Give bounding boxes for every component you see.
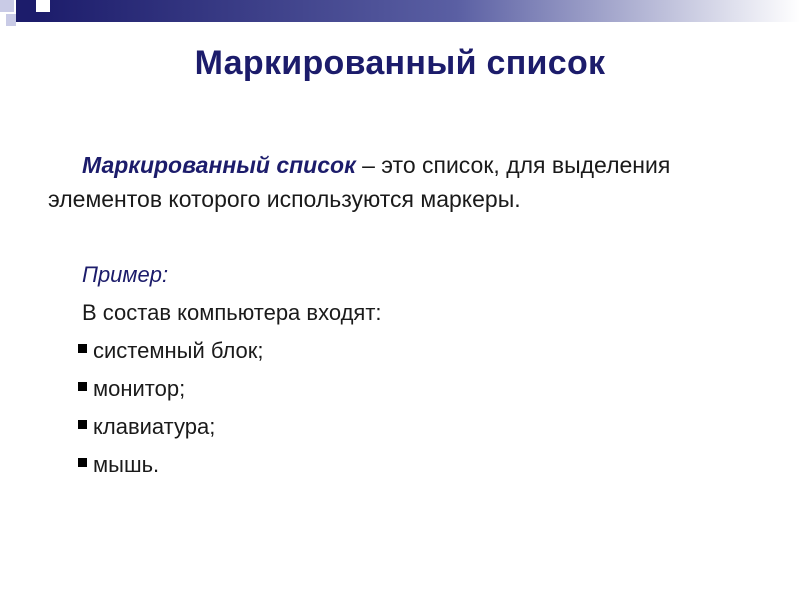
list-item bbox=[78, 376, 264, 414]
list-item-text: клавиатура; bbox=[93, 414, 216, 439]
square-bullet-icon bbox=[78, 420, 87, 429]
square-bullet-icon bbox=[78, 458, 87, 467]
header-decoration bbox=[0, 0, 800, 28]
list-item-text: системный блок; bbox=[93, 338, 264, 363]
square-bullet-icon bbox=[78, 382, 87, 391]
example-label: Пример: bbox=[82, 262, 169, 287]
slide-title: Маркированный список bbox=[194, 44, 606, 82]
definition-text: – это список, для выделения элементов которого используются маркеры. bbox=[48, 152, 671, 212]
list-item bbox=[78, 414, 264, 452]
definition-paragraph bbox=[48, 148, 768, 216]
list-item bbox=[78, 452, 264, 490]
list-item-text: монитор; bbox=[93, 376, 186, 401]
list-item-text: мышь. bbox=[93, 452, 160, 477]
list-item bbox=[78, 338, 264, 376]
bulleted-list bbox=[78, 338, 264, 490]
list-intro: В состав компьютера входят: bbox=[82, 300, 382, 325]
definition-term: Маркированный список bbox=[82, 152, 356, 178]
square-bullet-icon bbox=[78, 344, 87, 353]
